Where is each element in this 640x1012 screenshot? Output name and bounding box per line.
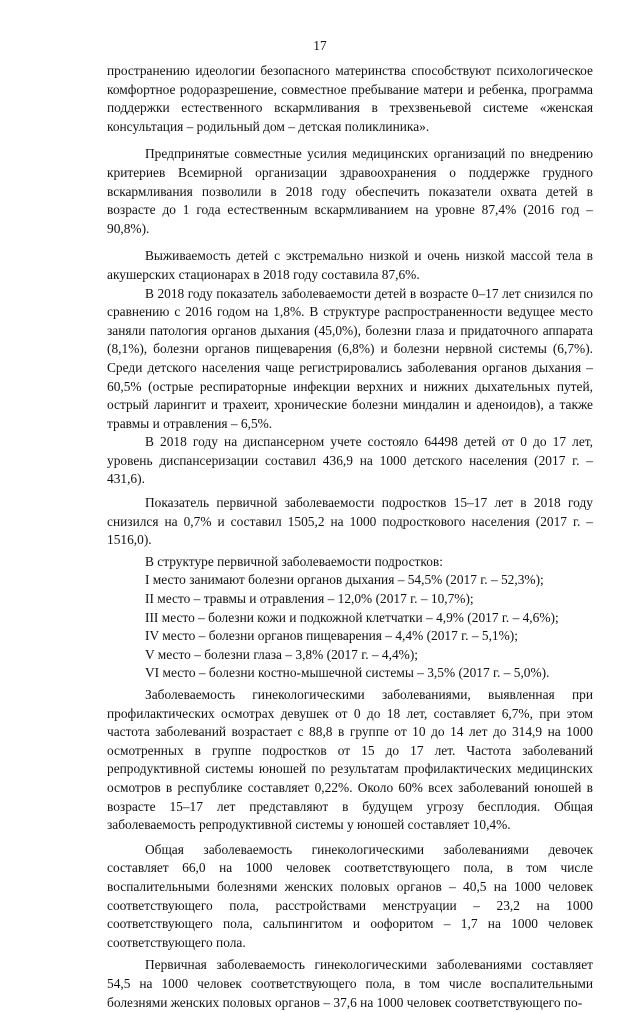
list-item: I место занимают болезни органов дыхания – 54,5% (2017 г. – 52,3%); — [145, 572, 544, 588]
list-item: IV место – болезни органов пищеварения – 4,4% (2017 г. – 5,1%); — [145, 628, 518, 644]
paragraph-continuation: пространению идеологии безопасного материнства способствуют психологическое комфортное родоразрешение, совместное пребывание матери и ребенка, программа поддержки естественного вскармливания в трехзвеньевой системе «женская консультация – родильный дом – детская поликлиника». — [107, 63, 593, 134]
paragraph-survival: Выживаемость детей с экстремально низкой и очень низкой массой тела в акушерских стационарах в 2018 году составила 87,6%. — [107, 248, 593, 282]
page-number: 17 — [313, 38, 327, 53]
paragraph-dispensary: В 2018 году на диспансерном учете состояло 64498 детей от 0 до 17 лет, уровень диспансеризации составил 436,9 на 1000 детского населения (2017 г. – 431,6). — [107, 434, 593, 487]
paragraph-general-gynecological: Общая заболеваемость гинекологическими заболеваниями девочек составляет 66,0 на 1000 человек соответствующего пола, в том числе воспалительными болезнями женских половых органов – 40,5 на 1000 человек соответствующего пола, расстройствами менструации – 23,2 на 1000 соответствующего пола, сальпингитом и оофоритом – 1,7 на 1000 человек соответствующего пола. — [107, 841, 593, 950]
page-body — [107, 62, 593, 1012]
paragraph-gynecological-screening: Заболеваемость гинекологическими заболеваниями, выявленная при профилактических осмотрах девушек от 0 до 18 лет, составляет 6,7%, при этом частота заболеваний возрастает с 88,8 в группе от 10 до 14 лет до 314,9 на 1000 осмотренных в группе подростков от 15 до 17 лет. Частота заболеваний репродуктивной системы юношей по результатам профилактических медицинских осмотров в республике составляет 0,22%. Около 60% всех заболеваний юношей в возрасте 15–17 лет представляют в будущем угрозу бесплодия. Общая заболеваемость репродуктивной системы у юношей составляет 10,4%. — [107, 687, 593, 833]
list-item: VI место – болезни костно-мышечной системы – 3,5% (2017 г. – 5,0%). — [145, 665, 550, 681]
paragraph-breastfeeding: Предпринятые совместные усилия медицинских организаций по внедрению критериев Всемирной организации здравоохранения о поддержке грудного вскармливания позволили в 2018 году обеспечить показатели охвата детей в возрасте до 1 года естественным вскармливанием на уровне 87,4% (2016 год – 90,8%). — [107, 146, 593, 236]
paragraph-adolescent-morbidity: Показатель первичной заболеваемости подростков 15–17 лет в 2018 году снизился на 0,7% и составил 1505,2 на 1000 подросткового населения (2017 г. – 1516,0). — [107, 495, 593, 548]
list-intro: В структуре первичной заболеваемости подростков: — [145, 553, 443, 569]
list-item: III место – болезни кожи и подкожной клетчатки – 4,9% (2017 г. – 4,6%); — [145, 609, 559, 625]
list-item: II место – травмы и отравления – 12,0% (2017 г. – 10,7%); — [145, 591, 474, 607]
paragraph-primary-gynecological: Первичная заболеваемость гинекологическими заболеваниями составляет 54,5 на 1000 человек соответствующего пола, в том числе воспалительными болезнями женских половых органов – 37,6 на 1000 человек соответствующего по- — [107, 957, 593, 1010]
paragraph-child-morbidity: В 2018 году показатель заболеваемости детей в возрасте 0–17 лет снизился по сравнению с 2016 годом на 1,8%. В структуре распространенности ведущее место заняли патология органов дыхания (45,0%), болезни глаза и придаточного аппарата (8,1%), болезни органов пищеварения (6,8%) и болезни нервной системы (6,7%). Среди детского населения чаще регистрировались заболевания органов дыхания – 60,5% (острые респираторные инфекции верхних и нижних дыхательных путей, острый ларингит и трахеит, хронические болезни миндалин и аденоидов), а также травмы и отравления – 6,5%. — [107, 285, 593, 431]
list-item: V место – болезни глаза – 3,8% (2017 г. – 4,4%); — [145, 646, 419, 662]
